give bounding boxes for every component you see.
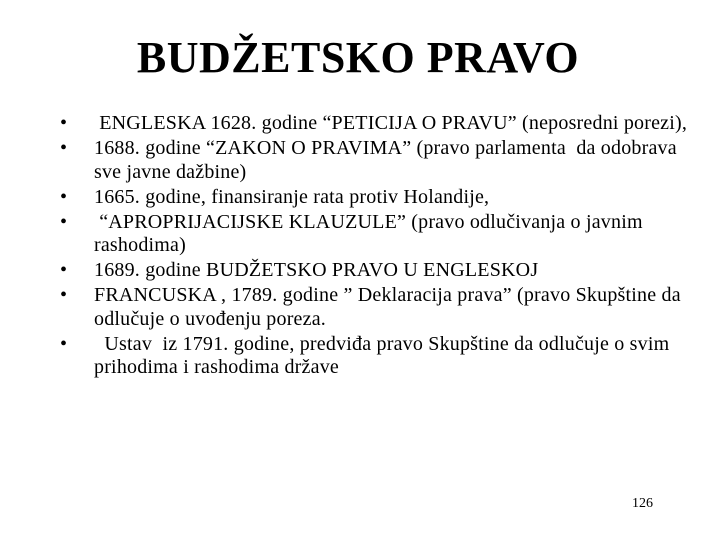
bullet-text: 1689. godine BUDŽETSKO PRAVO U ENGLESKOJ	[94, 259, 539, 281]
bullet-dot-icon: •	[60, 259, 68, 281]
bullet-dot-icon: •	[60, 137, 68, 159]
bullet-dot-icon: •	[60, 210, 68, 233]
bullet-item	[60, 333, 700, 380]
bullet-dot-icon: •	[60, 185, 68, 208]
bullet-text: “APROPRIJACIJSKE KLAUZULE” (pravo odlučivanja o javnim rashodima)	[94, 210, 648, 256]
bullet-dot-icon: •	[60, 112, 68, 134]
bullet-text: Ustav iz 1791. godine, predviđa pravo Skupštine da odlučuje o svim prihodima i rashodima države	[94, 332, 675, 378]
bullet-text: 1688. godine “ZAKON O PRAVIMA” (pravo parlamenta da odobrava sve javne dažbine)	[94, 137, 683, 183]
bullet-list	[60, 112, 700, 381]
page-number: 126	[632, 496, 653, 511]
bullet-text: FRANCUSKA , 1789. godine ” Deklaracija prava” (pravo Skupštine da odlučuje o uvođenju poreza.	[94, 284, 686, 330]
bullet-dot-icon: •	[60, 332, 68, 355]
bullet-text: ENGLESKA 1628. godine “PETICIJA O PRAVU” (neposredni porezi),	[94, 112, 688, 134]
slide-title: BUDŽETSKO PRAVO	[136, 33, 580, 82]
bullet-item	[60, 186, 700, 210]
bullet-text: 1665. godine, finansiranje rata protiv Holandije,	[94, 185, 490, 208]
bullet-item	[60, 137, 700, 184]
bullet-item	[60, 211, 700, 258]
bullet-item	[60, 112, 700, 136]
bullet-item	[60, 259, 700, 283]
bullet-item	[60, 284, 700, 331]
bullet-dot-icon: •	[60, 284, 68, 306]
